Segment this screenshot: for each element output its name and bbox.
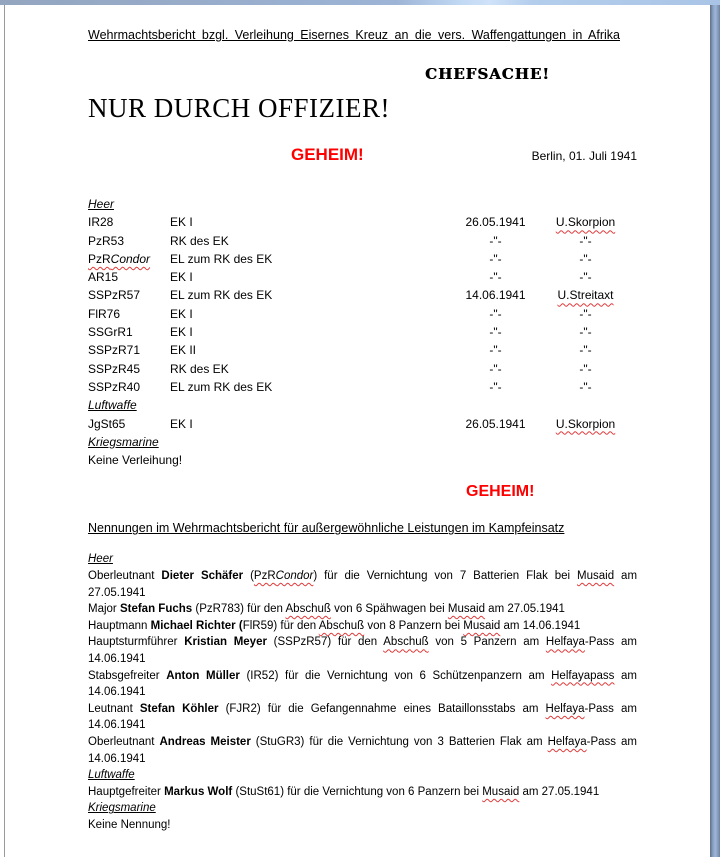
text-segment: Keine Nennung! xyxy=(88,818,171,831)
text-segment: am 27.05.1941 xyxy=(484,603,565,616)
award-cell: EL zum RK des EK xyxy=(170,379,273,394)
unit-cell xyxy=(88,268,170,286)
unit-cell xyxy=(88,286,170,304)
text-segment: von 8 Panzern bei xyxy=(364,619,464,632)
text-segment: Stabsgefreiter xyxy=(88,669,167,682)
submitter-cell xyxy=(538,213,633,231)
unit-cell xyxy=(88,415,170,433)
text-segment: SSGrR1 xyxy=(88,325,133,340)
misspelled-word: Abschuß xyxy=(318,619,365,632)
text-segment: 14.06.1941 xyxy=(88,752,146,765)
text-segment: Major xyxy=(88,603,120,616)
misspelled-word: Musaid xyxy=(463,619,501,632)
submitter-cell xyxy=(538,250,633,268)
text-segment: ) für die Vernichtung von 7 Batterien Flak bei xyxy=(313,570,578,583)
award-cell: RK des EK xyxy=(170,361,229,376)
text-segment: (StuGR3) für die Vernichtung von 3 Batterien Flak am xyxy=(250,735,548,748)
branch-heading: Kriegsmarine xyxy=(88,802,156,815)
mention-line xyxy=(88,668,637,685)
mention-line xyxy=(88,701,637,718)
misspelled-word: Abschuß xyxy=(383,636,429,649)
branch-heading: Heer xyxy=(88,553,113,566)
misspelled-word: U.Skorpion xyxy=(555,416,616,431)
misspelled-word: PzR xyxy=(88,251,111,266)
geheim-stamp: GEHEIM! xyxy=(291,145,364,164)
text-segment: 14.06.1941 xyxy=(88,653,146,666)
award-row xyxy=(88,268,637,286)
awards-note: Keine Verleihung! xyxy=(88,453,183,468)
award-cell: EK I xyxy=(170,270,193,285)
text-segment: von 5 Panzern am xyxy=(428,636,546,649)
person-name: Andreas Meister xyxy=(159,735,251,748)
officer-only-heading: NUR DURCH OFFIZIER! xyxy=(88,93,391,123)
unit-cell xyxy=(88,323,170,341)
text-segment: -"- xyxy=(579,270,592,285)
submitter-cell xyxy=(538,360,633,378)
person-name: Anton Müller xyxy=(166,669,240,682)
awards-list xyxy=(88,195,637,469)
person-name: Kristian Meyer xyxy=(184,636,267,649)
mention-line xyxy=(88,684,637,701)
text-segment: am 27.05.1941 xyxy=(519,785,600,798)
text-segment: SSPzR40 xyxy=(88,379,141,394)
text-segment: Leutnant xyxy=(88,702,140,715)
person-name: Stefan Fuchs xyxy=(119,603,193,616)
text-segment: Hauptsturmführer xyxy=(88,636,185,649)
text-segment: -"- xyxy=(579,325,592,340)
date-cell: -"- xyxy=(489,270,502,285)
text-segment: (SSPzR57) für den xyxy=(266,636,384,649)
award-cell: EK I xyxy=(170,325,193,340)
unit-cell xyxy=(88,305,170,323)
secrecy-date-row xyxy=(88,145,637,165)
award-cell: EL zum RK des EK xyxy=(170,288,273,303)
mention-line xyxy=(88,634,637,651)
geheim-stamp-2: GEHEIM! xyxy=(466,483,535,501)
text-segment: -"- xyxy=(579,306,592,321)
date-cell: -"- xyxy=(489,251,502,266)
misspelled-word: Helfaya xyxy=(545,702,585,715)
text-segment: -"- xyxy=(579,361,592,376)
text-segment: (PzR783) für den xyxy=(192,603,286,616)
misspelled-word: Condor xyxy=(275,570,314,583)
text-segment: -"- xyxy=(579,233,592,248)
text-segment: IR28 xyxy=(88,215,114,230)
award-cell: RK des EK xyxy=(170,233,229,248)
date-cell: -"- xyxy=(489,343,502,358)
award-cell: EK I xyxy=(170,416,193,431)
award-row xyxy=(88,286,637,304)
misspelled-word: Musaid xyxy=(577,570,615,583)
date-cell: -"- xyxy=(489,379,502,394)
submitter-cell xyxy=(538,323,633,341)
branch-heading: Kriegsmarine xyxy=(88,434,159,449)
submitter-cell xyxy=(538,415,633,433)
date-cell: -"- xyxy=(489,233,502,248)
person-name: Dieter Schäfer xyxy=(161,570,244,583)
award-row xyxy=(88,250,637,268)
chefsache-stamp: CHEFSACHE! xyxy=(425,65,550,83)
date-cell: -"- xyxy=(489,325,502,340)
branch-heading: Luftwaffe xyxy=(88,398,137,413)
branch-heading: Heer xyxy=(88,197,115,211)
text-segment: 14.06.1941 xyxy=(88,686,146,699)
mention-line xyxy=(88,651,637,668)
date-cell: -"- xyxy=(489,361,502,376)
award-row xyxy=(88,232,637,250)
person-name: Markus Wolf xyxy=(164,785,233,798)
date-cell: 14.06.1941 xyxy=(465,288,526,303)
unit-cell xyxy=(88,341,170,359)
mention-line xyxy=(88,717,637,734)
text-segment: SSPzR45 xyxy=(88,361,141,376)
misspelled-word: U.Streitaxt xyxy=(557,288,614,303)
award-row xyxy=(88,378,637,396)
text-segment: FlR59) für den xyxy=(242,619,319,632)
text-segment: -"- xyxy=(579,379,592,394)
document-page xyxy=(4,5,709,857)
text-segment: 27.05.1941 xyxy=(88,586,146,599)
text-segment: am 14.06.1941 xyxy=(500,619,581,632)
text-segment: -Pass am xyxy=(586,735,637,748)
text-segment: (StuSt61) für die Vernichtung von 6 Panzern bei xyxy=(232,785,483,798)
misspelled-word: Helfaya xyxy=(545,636,585,649)
submitter-cell xyxy=(538,341,633,359)
text-segment: SSPzR57 xyxy=(88,288,141,303)
mention-line xyxy=(88,585,637,602)
text-segment: JgSt65 xyxy=(88,416,126,431)
submitter-cell xyxy=(538,232,633,250)
submitter-cell xyxy=(538,268,633,286)
mention-line xyxy=(88,817,637,834)
award-row xyxy=(88,323,637,341)
award-cell: EL zum RK des EK xyxy=(170,251,273,266)
window-edge-scroll-area[interactable] xyxy=(710,5,720,857)
unit-cell xyxy=(88,213,170,231)
misspelled-word: Musaid xyxy=(482,785,520,798)
award-row xyxy=(88,305,637,323)
unit-cell xyxy=(88,360,170,378)
mentions-list xyxy=(88,551,637,833)
misspelled-word: Musaid xyxy=(447,603,485,616)
unit-cell xyxy=(88,250,170,268)
text-segment: Hauptmann xyxy=(88,619,151,632)
mention-line xyxy=(88,751,637,768)
misspelled-word: Helfaya xyxy=(547,735,587,748)
misspelled-word: Helfayapass xyxy=(551,669,615,682)
date-cell: -"- xyxy=(489,306,502,321)
text-segment: -Pass am xyxy=(584,636,637,649)
mentions-section-title: Nennungen im Wehrmachtsbericht für außergewöhnliche Leistungen im Kampfeinsatz xyxy=(88,521,565,536)
text-segment: von 6 Spähwagen bei xyxy=(330,603,448,616)
unit-cell xyxy=(88,232,170,250)
mention-line xyxy=(88,618,637,635)
award-row xyxy=(88,341,637,359)
submitter-cell xyxy=(538,286,633,304)
misspelled-word: Abschuß xyxy=(285,603,331,616)
award-cell: EK II xyxy=(170,343,197,358)
misspelled-word: Condor xyxy=(110,251,151,266)
document-title: Wehrmachtsbericht bzgl. Verleihung Eisernes Kreuz an die vers. Waffengattungen in Afrika xyxy=(88,28,620,42)
person-name: Michael Richter ( xyxy=(150,619,243,632)
text-segment: (FJR2) für die Gefangennahme eines Bataillonsstabs am xyxy=(218,702,546,715)
mention-line xyxy=(88,601,637,618)
text-segment: am xyxy=(614,669,637,682)
text-segment: AR15 xyxy=(88,270,119,285)
branch-heading: Luftwaffe xyxy=(88,769,135,782)
award-row xyxy=(88,415,637,433)
text-segment: PzR53 xyxy=(88,233,125,248)
text-segment: Oberleutnant xyxy=(88,570,162,583)
award-cell: EK I xyxy=(170,215,193,230)
misspelled-word: U.Skorpion xyxy=(555,215,616,230)
award-cell: EK I xyxy=(170,306,193,321)
text-segment: am xyxy=(614,570,638,583)
text-segment: Hauptgefreiter xyxy=(88,785,165,798)
date-cell: 26.05.1941 xyxy=(465,215,526,230)
mention-line xyxy=(88,568,637,585)
award-row xyxy=(88,360,637,378)
person-name: Stefan Köhler xyxy=(139,702,219,715)
submitter-cell xyxy=(538,305,633,323)
misspelled-word: PzR xyxy=(253,570,276,583)
text-segment: -Pass am xyxy=(584,702,637,715)
text-segment: -"- xyxy=(579,343,592,358)
award-row xyxy=(88,213,637,231)
text-segment: Oberleutnant xyxy=(88,735,160,748)
submitter-cell xyxy=(538,378,633,396)
text-segment: ( xyxy=(243,570,254,583)
text-segment: (IR52) für die Vernichtung von 6 Schützenpanzern am xyxy=(239,669,552,682)
mention-line xyxy=(88,734,637,751)
place-date-line: Berlin, 01. Juli 1941 xyxy=(531,149,637,163)
text-segment: SSPzR71 xyxy=(88,343,141,358)
mention-line xyxy=(88,784,637,801)
text-segment: FlR76 xyxy=(88,306,121,321)
text-segment: -"- xyxy=(579,251,592,266)
unit-cell xyxy=(88,378,170,396)
text-segment: 14.06.1941 xyxy=(88,719,146,732)
date-cell: 26.05.1941 xyxy=(465,416,526,431)
